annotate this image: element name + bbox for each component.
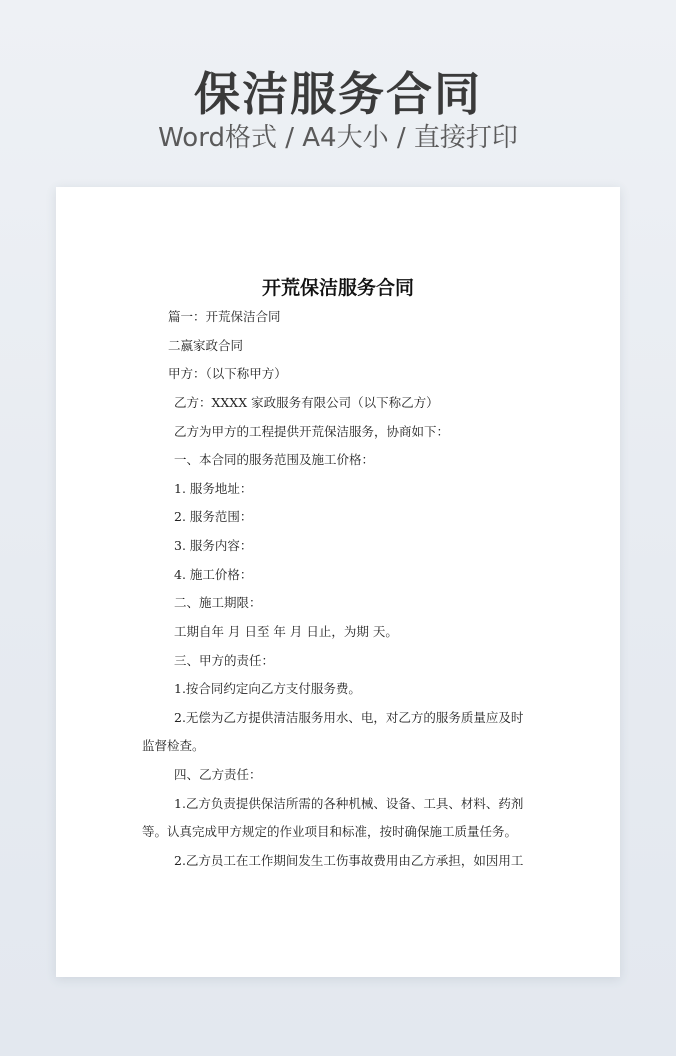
doc-line-clause-cont: 等。认真完成甲方规定的作业项目和标准，按时确保施工质量任务。	[142, 824, 518, 839]
doc-line-party-b: 乙方：XXXX 家政服务有限公司（以下称乙方）	[174, 395, 439, 410]
banner-title: 保洁服务合同	[194, 67, 482, 121]
doc-line-section-4: 四、乙方责任：	[174, 767, 262, 782]
doc-line-clause-cont: 监督检查。	[142, 738, 205, 753]
doc-line-item: 1. 服务地址：	[174, 481, 253, 496]
banner-subtitle: Word格式 / A4大小 / 直接打印	[158, 123, 518, 153]
doc-line-item: 3. 服务内容：	[174, 538, 253, 553]
document-title: 开荒保洁服务合同	[261, 277, 414, 299]
doc-line-item: 2. 服务范围：	[174, 509, 253, 524]
doc-line-intro: 乙方为甲方的工程提供开荒保洁服务，协商如下：	[174, 424, 450, 439]
doc-line-section-2: 二、施工期限：	[174, 595, 262, 610]
doc-line-party-a: 甲方：（以下称甲方）	[168, 366, 287, 381]
doc-line-clause: 2.无偿为乙方提供清洁服务用水、电，对乙方的服务质量应及时	[174, 710, 524, 725]
doc-line-clause: 2.乙方员工在工作期间发生工伤事故费用由乙方承担，如因用工	[174, 853, 524, 868]
doc-line-clause: 1.乙方负责提供保洁所需的各种机械、设备、工具、材料、药剂	[174, 796, 524, 811]
doc-line-item: 4. 施工价格：	[174, 567, 253, 582]
doc-line-chapter: 篇一：开荒保洁合同	[168, 309, 281, 324]
doc-line-company: 二嬴家政合同	[168, 338, 244, 353]
doc-line-section-3: 三、甲方的责任：	[174, 653, 275, 668]
document-page	[56, 187, 620, 977]
doc-line-section-1: 一、本合同的服务范围及施工价格：	[174, 452, 375, 467]
doc-line-clause: 1.按合同约定向乙方支付服务费。	[174, 681, 361, 696]
doc-line-period: 工期自年 月 日至 年 月 日止，为期 天。	[174, 624, 398, 639]
